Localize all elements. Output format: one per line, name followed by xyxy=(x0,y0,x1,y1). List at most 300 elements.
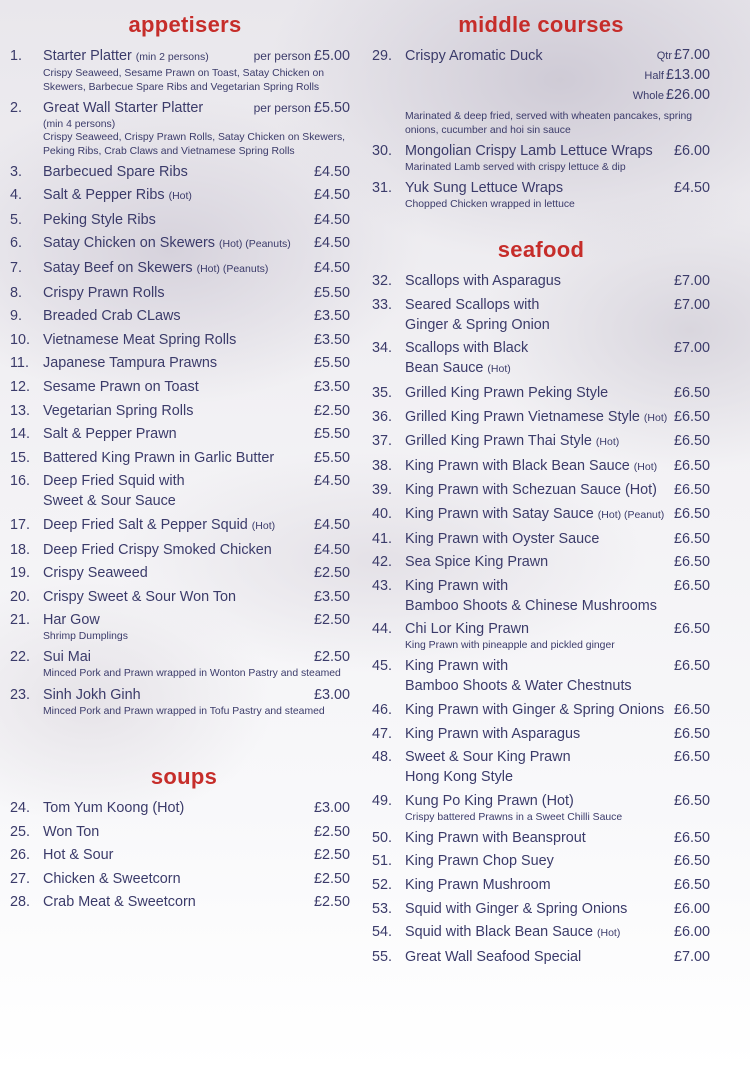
menu-item-35 xyxy=(372,383,710,403)
menu-item-48 xyxy=(372,747,710,787)
item-body xyxy=(43,471,350,511)
item-body xyxy=(405,656,710,696)
menu-item-29 xyxy=(372,46,710,137)
item-body xyxy=(405,407,710,428)
item-body xyxy=(43,540,350,560)
item-body xyxy=(405,875,710,895)
item-price xyxy=(310,798,350,818)
item-body xyxy=(405,747,710,787)
whole-label: Whole xyxy=(632,90,664,102)
item-name-text: Mongolian Crispy Lamb Lettuce Wraps xyxy=(405,142,653,159)
item-number: 52. xyxy=(372,877,393,894)
menu-item-40 xyxy=(372,504,710,525)
item-name-text: King Prawn with xyxy=(405,658,509,675)
item-name xyxy=(405,456,670,477)
item-number: 53. xyxy=(372,900,393,917)
item-name xyxy=(43,869,310,889)
item-number: 7. xyxy=(10,260,23,277)
item-body xyxy=(43,448,350,468)
item-name-line2 xyxy=(405,676,710,696)
item-price-value: £6.50 xyxy=(673,853,710,870)
item-price xyxy=(670,724,710,744)
item-name xyxy=(43,471,310,491)
item-price xyxy=(670,141,710,161)
item-price-value: £3.50 xyxy=(313,379,350,396)
item-body xyxy=(43,353,350,373)
half-label: Half xyxy=(644,70,664,82)
menu-item-7 xyxy=(10,258,350,279)
item-name-text: Sesame Prawn on Toast xyxy=(43,379,199,396)
item-price xyxy=(670,529,710,549)
menu-item-26 xyxy=(10,845,350,865)
item-name xyxy=(43,845,310,865)
item-name-text: Vegetarian Spring Rolls xyxy=(43,402,194,419)
menu-item-22 xyxy=(10,647,350,681)
item-name xyxy=(43,185,310,206)
middle-courses-list xyxy=(372,46,710,137)
item-body xyxy=(405,922,710,943)
appetisers-list xyxy=(10,46,350,718)
menu-item-24 xyxy=(10,798,350,818)
menu-item-20 xyxy=(10,587,350,607)
item-price xyxy=(310,306,350,326)
item-line xyxy=(43,401,350,421)
item-name-text: King Prawn Mushroom xyxy=(405,877,551,894)
item-body xyxy=(405,431,710,452)
item-body xyxy=(43,822,350,842)
item-price xyxy=(670,899,710,919)
item-number: 5. xyxy=(10,211,23,228)
item-price-value: £3.50 xyxy=(313,331,350,348)
item-body xyxy=(43,515,350,536)
item-line xyxy=(405,791,710,811)
item-name-text: Satay Chicken on Skewers xyxy=(43,235,215,252)
left-column xyxy=(10,0,350,916)
item-name-text: Kung Po King Prawn (Hot) xyxy=(405,792,574,809)
item-price-value: £6.50 xyxy=(673,577,710,594)
menu-item-43 xyxy=(372,576,710,616)
item-number: 34. xyxy=(372,340,393,357)
menu-item-9 xyxy=(10,306,350,326)
item-name xyxy=(405,529,670,549)
item-name-text: Har Gow xyxy=(43,612,100,629)
item-body xyxy=(405,504,710,525)
item-number: 17. xyxy=(10,517,31,533)
item-number: 10. xyxy=(10,331,31,348)
item-price-value: £2.50 xyxy=(313,402,350,419)
menu-item-41 xyxy=(372,529,710,549)
item-name xyxy=(405,922,670,943)
item-price-value: £2.50 xyxy=(313,870,350,887)
item-body xyxy=(405,178,710,212)
item-price xyxy=(670,700,710,720)
item-number: 11. xyxy=(10,355,29,372)
item-name xyxy=(405,700,670,720)
item-name xyxy=(405,828,670,848)
menu-item-49 xyxy=(372,791,710,825)
item-price xyxy=(670,504,710,525)
item-name xyxy=(43,306,310,326)
item-body xyxy=(43,162,350,182)
item-body xyxy=(405,619,710,653)
item-body xyxy=(43,258,350,279)
item-price-value: £5.00 xyxy=(313,48,350,64)
item-price-value: £6.50 xyxy=(673,505,710,522)
item-body xyxy=(405,947,710,967)
item-number: 26. xyxy=(10,847,31,864)
item-name-text: King Prawn with Schezuan Sauce (Hot) xyxy=(405,482,657,499)
menu-item-16 xyxy=(10,471,350,511)
item-name xyxy=(405,552,670,572)
item-tag: (Hot) (Peanuts) xyxy=(196,263,269,276)
item-body xyxy=(405,338,710,379)
item-name-text: Scallops with Black xyxy=(405,340,529,357)
item-tag: (Hot) xyxy=(168,190,192,203)
item-line xyxy=(43,471,350,491)
item-number: 51. xyxy=(372,853,393,870)
item-price xyxy=(310,283,350,303)
item-body xyxy=(405,851,710,871)
item-name-text: Great Wall Starter Platter xyxy=(43,99,204,116)
item-price xyxy=(310,162,350,182)
item-price-value: £7.00 xyxy=(673,948,710,965)
item-body xyxy=(43,647,350,681)
item-name xyxy=(405,338,670,358)
item-line xyxy=(405,700,710,720)
item-name-text: Sea Spice King Prawn xyxy=(405,554,549,571)
item-line xyxy=(43,685,350,705)
item-name xyxy=(43,448,310,468)
item-line xyxy=(405,576,710,596)
middle-courses-list-more xyxy=(372,141,710,212)
menu-item-15 xyxy=(10,448,350,468)
menu-item-19 xyxy=(10,563,350,583)
per-person-label: per person xyxy=(253,100,311,115)
item-number: 8. xyxy=(10,284,23,301)
item-number: 47. xyxy=(372,725,393,742)
menu-item-25 xyxy=(10,822,350,842)
item-tag: (Hot) xyxy=(597,927,621,940)
item-name xyxy=(405,791,670,811)
item-name-text: Seared Scallops with xyxy=(405,296,540,313)
item-body xyxy=(43,377,350,397)
item-price-value: £6.50 xyxy=(673,658,710,675)
item-name xyxy=(405,899,670,919)
item-price xyxy=(670,922,710,943)
item-number: 19. xyxy=(10,565,31,582)
item-name-line2-text: Bamboo Shoots & Water Chestnuts xyxy=(405,678,632,695)
item-price xyxy=(310,515,350,536)
item-line xyxy=(43,798,350,818)
item-price-value: £6.50 xyxy=(673,749,710,766)
item-body xyxy=(43,869,350,889)
item-name-text: Crab Meat & Sweetcorn xyxy=(43,894,196,911)
item-body xyxy=(43,210,350,230)
item-name-text: Deep Fried Crispy Smoked Chicken xyxy=(43,541,272,558)
item-line xyxy=(43,540,350,560)
item-description: Crispy battered Prawns in a Sweet Chilli Sauce xyxy=(405,811,623,823)
item-line xyxy=(405,529,710,549)
menu-item-23 xyxy=(10,685,350,719)
item-name-text: Deep Fried Squid with xyxy=(43,473,185,490)
item-number: 38. xyxy=(372,457,393,474)
item-body xyxy=(43,587,350,607)
item-price-value: £6.00 xyxy=(673,900,710,917)
item-price-value: £6.50 xyxy=(673,482,710,499)
item-line xyxy=(43,563,350,583)
item-price-value: £4.50 xyxy=(673,179,710,196)
item-number: 2. xyxy=(10,99,23,116)
item-body xyxy=(43,330,350,350)
item-price-value: £7.00 xyxy=(673,296,710,313)
menu-item-39 xyxy=(372,480,710,500)
item-number: 16. xyxy=(10,473,31,490)
item-name-line2 xyxy=(405,767,710,787)
item-line xyxy=(405,431,710,452)
item-price-value: £6.50 xyxy=(673,384,710,401)
item-name-text: Squid with Black Bean Sauce xyxy=(405,924,593,941)
item-name-text: King Prawn with Oyster Sauce xyxy=(405,530,600,547)
half-price: £13.00 xyxy=(665,67,710,83)
item-price xyxy=(670,407,710,428)
item-line xyxy=(43,647,350,667)
menu-item-18 xyxy=(10,540,350,560)
item-price xyxy=(310,822,350,842)
item-price xyxy=(670,828,710,848)
item-name xyxy=(405,947,670,967)
item-tag: (Hot) (Peanuts) xyxy=(218,238,291,251)
item-line xyxy=(43,845,350,865)
menu-item-32 xyxy=(372,271,710,291)
menu-item-33 xyxy=(372,295,710,335)
item-number: 41. xyxy=(372,530,393,547)
item-price-value: £2.50 xyxy=(313,649,350,666)
menu-item-14 xyxy=(10,424,350,444)
item-number: 24. xyxy=(10,800,31,817)
item-price xyxy=(670,576,710,596)
item-price xyxy=(310,647,350,667)
item-price-value: £2.50 xyxy=(313,847,350,864)
item-price xyxy=(670,271,710,291)
item-line xyxy=(43,424,350,444)
item-price xyxy=(670,947,710,967)
item-number: 29. xyxy=(372,48,393,64)
whole-price: £26.00 xyxy=(665,87,710,103)
item-line xyxy=(43,306,350,326)
item-name-text: Peking Style Ribs xyxy=(43,211,156,228)
item-number: 20. xyxy=(10,588,31,605)
menu-item-54 xyxy=(372,922,710,943)
item-price xyxy=(670,656,710,676)
item-price-value: £2.50 xyxy=(313,823,350,840)
item-price xyxy=(670,851,710,871)
item-price-value: £4.50 xyxy=(313,187,350,204)
item-line xyxy=(405,619,710,639)
item-body xyxy=(43,401,350,421)
item-name xyxy=(43,98,254,118)
item-description: Crispy Seaweed, Crispy Prawn Rolls, Satay Chicken on Skewers, Peking Ribs, Crab Claws and Vietnamese Spring Rolls xyxy=(43,132,346,157)
item-price-value: £7.00 xyxy=(673,340,710,357)
item-description: Minced Pork and Prawn wrapped in Wonton Pastry and steamed xyxy=(43,668,341,680)
item-name-text: Barbecued Spare Ribs xyxy=(43,163,188,180)
item-price xyxy=(254,46,350,67)
item-price xyxy=(670,480,710,500)
item-description: Marinated Lamb served with crispy lettuce & dip xyxy=(405,161,626,173)
item-line xyxy=(43,185,350,206)
item-price-value: £6.50 xyxy=(673,725,710,742)
item-name-line2-text: Ginger & Spring Onion xyxy=(405,316,550,333)
item-price-value: £3.00 xyxy=(313,800,350,817)
item-name-text: King Prawn with Satay Sauce xyxy=(405,505,594,522)
item-line xyxy=(405,295,710,315)
item-line xyxy=(405,456,710,477)
item-name xyxy=(405,383,670,403)
item-line xyxy=(43,610,350,630)
item-price xyxy=(310,401,350,421)
item-number: 48. xyxy=(372,749,393,766)
item-name-line2 xyxy=(405,358,710,379)
item-price-value: £4.50 xyxy=(313,541,350,558)
item-body xyxy=(405,141,710,175)
item-price-value: £5.50 xyxy=(313,284,350,301)
item-description: King Prawn with pineapple and pickled ginger xyxy=(405,640,615,652)
menu-item-55 xyxy=(372,947,710,967)
menu-item-31 xyxy=(372,178,710,212)
menu-item-42 xyxy=(372,552,710,572)
item-name xyxy=(405,656,670,676)
item-price-value: £6.00 xyxy=(673,924,710,941)
item-name-text: Squid with Ginger & Spring Onions xyxy=(405,900,628,917)
item-description: Chopped Chicken wrapped in lettuce xyxy=(405,198,575,210)
item-name-text: Chi Lor King Prawn xyxy=(405,621,529,638)
item-number: 18. xyxy=(10,541,31,558)
item-body xyxy=(43,845,350,865)
item-body xyxy=(405,456,710,477)
item-name-text: Satay Beef on Skewers xyxy=(43,260,193,277)
item-price xyxy=(310,233,350,254)
item-name xyxy=(43,822,310,842)
menu-item-52 xyxy=(372,875,710,895)
item-name: Crispy Aromatic Duck xyxy=(405,48,543,64)
per-person-label: per person xyxy=(253,49,311,63)
item-body xyxy=(43,563,350,583)
item-price-value: £6.00 xyxy=(673,142,710,159)
item-number: 33. xyxy=(372,296,393,313)
item-description: Shrimp Dumplings xyxy=(43,631,128,643)
item-line xyxy=(405,828,710,848)
item-number: 21. xyxy=(10,612,31,629)
item-line xyxy=(43,892,350,912)
menu-item-6 xyxy=(10,233,350,254)
item-price-value: £5.50 xyxy=(313,355,350,372)
item-note: (min 4 persons) xyxy=(43,118,116,130)
item-price xyxy=(254,98,350,118)
item-body xyxy=(43,424,350,444)
item-name-line2-text: Hong Kong Style xyxy=(405,769,514,786)
item-number: 9. xyxy=(10,308,23,325)
menu-item-28 xyxy=(10,892,350,912)
item-name xyxy=(43,647,310,667)
item-body xyxy=(405,791,710,825)
item-name xyxy=(43,283,310,303)
item-line xyxy=(405,656,710,676)
item-name xyxy=(43,353,310,373)
item-name-text: King Prawn with Asparagus xyxy=(405,725,581,742)
item-name xyxy=(405,407,670,428)
menu-item-46 xyxy=(372,700,710,720)
item-line xyxy=(405,407,710,428)
item-price-value: £4.50 xyxy=(313,235,350,252)
item-price xyxy=(310,845,350,865)
item-name-text: Grilled King Prawn Peking Style xyxy=(405,384,609,401)
item-name-text: Sinh Jokh Ginh xyxy=(43,686,141,703)
item-price-value: £2.50 xyxy=(313,612,350,629)
item-name xyxy=(43,798,310,818)
item-name xyxy=(405,576,670,596)
item-name-text: Grilled King Prawn Thai Style xyxy=(405,433,592,450)
item-line xyxy=(43,98,350,118)
item-price xyxy=(310,471,350,491)
item-name-text: Crispy Seaweed xyxy=(43,565,148,582)
middle-courses-heading: middle courses xyxy=(458,12,624,37)
item-name-text: Salt & Pepper Ribs xyxy=(43,187,165,204)
item-price xyxy=(310,540,350,560)
item-body xyxy=(43,798,350,818)
item-body xyxy=(405,383,710,403)
item-price-value: £5.50 xyxy=(313,449,350,466)
item-name-text: King Prawn Chop Suey xyxy=(405,853,554,870)
item-number: 43. xyxy=(372,577,393,594)
item-number: 14. xyxy=(10,426,31,443)
item-line xyxy=(43,283,350,303)
item-number: 30. xyxy=(372,142,393,159)
item-name xyxy=(405,747,670,767)
item-line xyxy=(405,875,710,895)
item-line xyxy=(405,178,710,198)
soups-heading: soups xyxy=(150,764,218,790)
item-tag: (Hot) xyxy=(643,411,668,424)
menu-item-11 xyxy=(10,353,350,373)
item-number: 55. xyxy=(372,948,393,965)
menu-item-45 xyxy=(372,656,710,696)
item-price-value: £3.50 xyxy=(313,588,350,605)
item-price xyxy=(310,330,350,350)
item-number: 42. xyxy=(372,554,393,571)
item-name-text: Sweet & Sour King Prawn xyxy=(405,749,571,766)
item-price xyxy=(670,178,710,198)
item-body xyxy=(405,529,710,549)
item-name-text: Battered King Prawn in Garlic Butter xyxy=(43,449,275,466)
item-name xyxy=(43,162,310,182)
item-name-text: Chicken & Sweetcorn xyxy=(43,870,181,887)
item-line xyxy=(405,899,710,919)
item-number: 54. xyxy=(372,924,393,941)
item-price-value: £4.50 xyxy=(313,211,350,228)
item-body xyxy=(43,685,350,719)
item-body xyxy=(43,306,350,326)
item-name-line2-text: Bamboo Shoots & Chinese Mushrooms xyxy=(405,597,657,614)
item-line xyxy=(405,851,710,871)
item-name-text: Starter Platter xyxy=(43,48,132,64)
item-name xyxy=(43,424,310,444)
item-number: 36. xyxy=(372,408,393,425)
item-price xyxy=(310,377,350,397)
item-name xyxy=(43,515,310,536)
item-price xyxy=(310,258,350,279)
item-tag: (Hot) (Peanut) xyxy=(597,508,665,521)
item-number: 15. xyxy=(10,449,31,466)
item-line xyxy=(405,338,710,358)
